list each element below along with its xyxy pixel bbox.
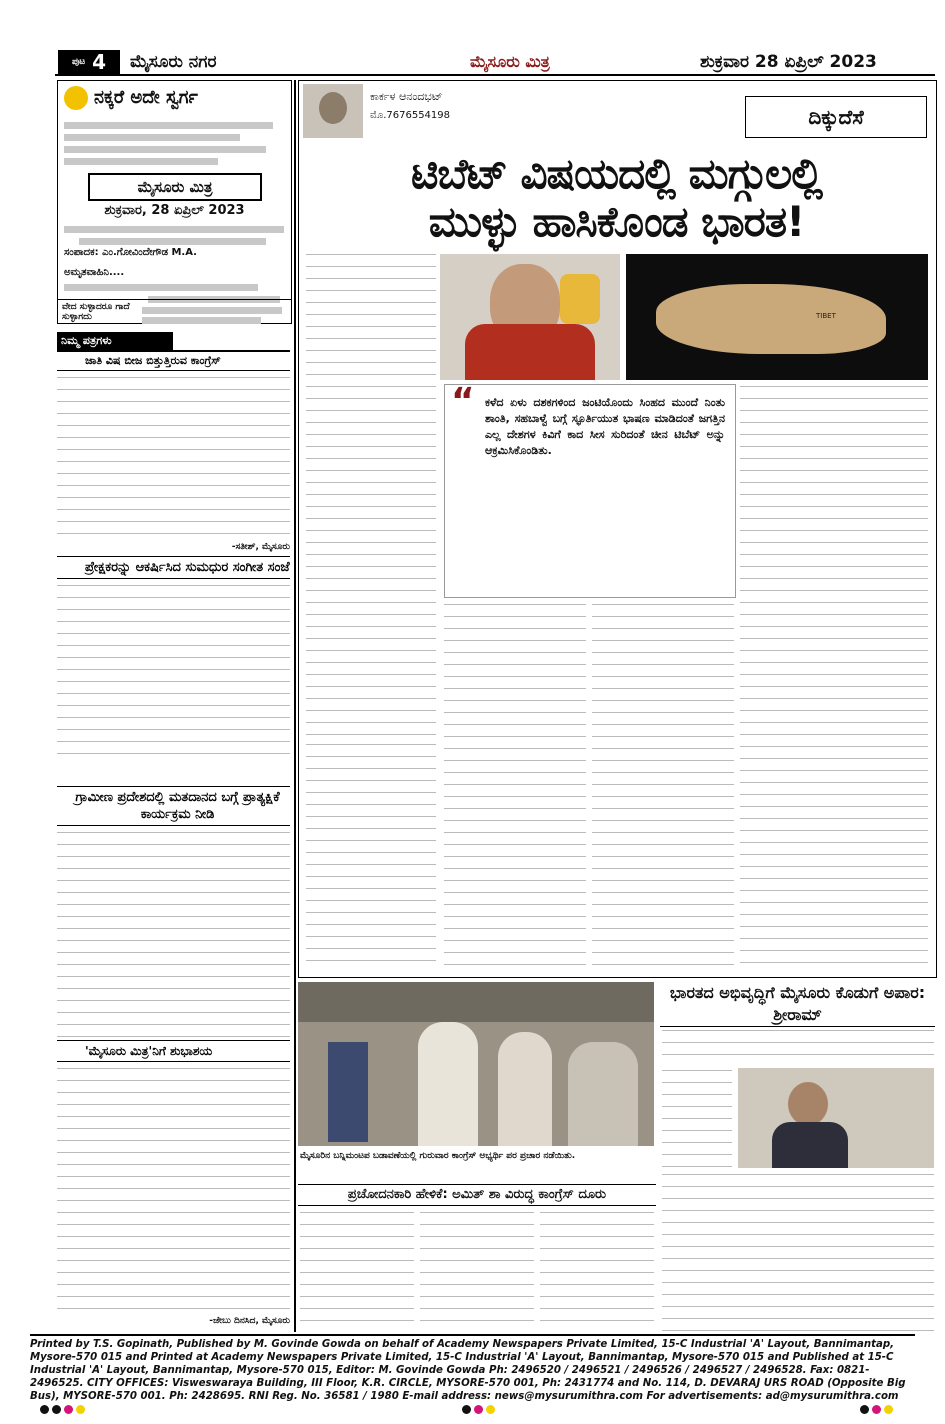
dalai-lama-photo [440, 254, 620, 380]
author-photo [303, 84, 363, 138]
veda-label: ವೇದ ಸುಳ್ಳಾದರೂ ಗಾದೆ ಸುಳ್ಳಾಗದು [62, 302, 130, 322]
feature-col-1b [306, 744, 436, 970]
letters-heading: ನಿಮ್ಮ ಪತ್ರಗಳು [57, 332, 173, 350]
column-name: ದಿಕ್ಕುದೆಸೆ [745, 96, 927, 138]
letter-2-body [57, 585, 290, 765]
letter-2-title: ಪ್ರೇಕ್ಷಕರನ್ನು ಆಕರ್ಷಿಸಿದ ಸುಮಧುರ ಸಂಗೀತ ಸಂಜೆ [57, 556, 290, 579]
feature-col-1 [306, 386, 436, 736]
author-name: ಕಾರ್ಕಳ ಆನಂದಭಟ್ [370, 90, 443, 103]
letter-4-sign: -ಜೇಬು ದಿನಸಿದ, ಮೈಸೂರು [209, 1316, 290, 1326]
nakkare-box [57, 80, 292, 324]
letter-1-title: ಜಾತಿ ವಿಷ ಬೀಜ ಬಿತ್ತುತ್ತಿರುವ ಕಾಂಗ್ರೆಸ್ [57, 352, 290, 371]
pullquote-text: ಕಳೆದ ಏಳು ದಶಕಗಳಿಂದ ಜಂಟಿಯೊಂದು ಸಿಂಹದ ಮುಂದೆ ನಿಂತು ಶಾಂತಿ, ಸಹಬಾಳ್ವೆ ಬಗ್ಗೆ ಸ್ಫೂರ್ತಿಯುತ ಭಾಷಣ ಮಾಡಿದಂತೆ ಜಗತ್ತಿನ ಎಲ್ಲ ದೇಶಗಳ ಕಿವಿಗೆ ಕಾದ ಸೀಸ ಸುರಿದಂತೆ ಚೀನ ಟಿಬೆಟ್ ಅನ್ನು ಆಕ್ರಮಿಸಿಕೊಂಡಿತು. [485, 396, 725, 457]
bottom-col-2 [420, 1212, 534, 1332]
feature-col-4 [740, 386, 928, 970]
bottom-col-3 [540, 1212, 654, 1332]
author-phone: ಮೊ.7676554198 [370, 110, 451, 121]
right-story-body [662, 1174, 934, 1332]
campaign-photo [298, 982, 654, 1146]
section-name: ಮೈಸೂರು ನಗರ [130, 52, 217, 72]
right-story-headline: ಭಾರತದ ಅಭಿವೃದ್ಧಿಗೆ ಮೈಸೂರು ಕೊಡುಗೆ ಅಪಾರ: ಶ್ರೀರಾಮ್ [660, 982, 935, 1027]
letter-4-title: 'ಮೈಸೂರು ಮಿತ್ರ'ನಿಗೆ ಶುಭಾಶಯ [57, 1040, 290, 1062]
paper-logo: ಮೈಸೂರು ಮಿತ್ರ [470, 52, 550, 71]
feature-intro-text [306, 254, 436, 380]
letter-1-sign: -ಸತೀಶ್, ಮೈಸೂರು [231, 542, 290, 552]
letter-3-body [57, 832, 290, 1042]
speaker-photo [738, 1068, 934, 1168]
quote-mark-icon: “ [451, 381, 475, 422]
masthead-date: ಶುಕ್ರವಾರ, 28 ಏಪ್ರಿಲ್ 2023 [104, 203, 245, 218]
photo-caption: ಮೈಸೂರಿನ ಬನ್ನಿಮಂಟಪ ಬಡಾವಣೆಯಲ್ಲಿ ಗುರುವಾರ ಕಾಂಗ್ರೆಸ್ ಅಭ್ಯರ್ಥಿ ಪರ ಪ್ರಚಾರ ನಡೆಯಿತು. [300, 1151, 576, 1161]
issue-date: ಶುಕ್ರವಾರ 28 ಏಪ್ರಿಲ್ 2023 [700, 52, 877, 72]
nakkare-title: ನಕ್ಕರೆ ಅದೇ ಸ್ವರ್ಗ [94, 87, 198, 108]
right-story-intro [662, 1030, 934, 1066]
letter-1-body [57, 377, 290, 542]
tibet-map [626, 254, 928, 380]
editor-line: ಸಂಪಾದಕ: ಎಂ.ಗೋವಿಂದೇಗೌಡ M.A. [64, 247, 197, 258]
quote-label: ಅಮೃತವಾಹಿನಿ.... [64, 267, 125, 278]
pullquote-box [444, 381, 736, 598]
masthead-logo: ಮೈಸೂರು ಮಿತ್ರ [88, 173, 262, 201]
page-label: ಪುಟ [71, 57, 86, 67]
bottom-col-1 [300, 1212, 414, 1332]
page-number-badge [58, 50, 120, 74]
right-story-col-a [662, 1070, 732, 1170]
laughing-face-icon [64, 86, 88, 110]
imprint-footer: Printed by T.S. Gopinath, Published by M. Govinde Gowda on behalf of Academy Newspapers Private Limited, 15-C Industrial 'A' Layout, Bannimantap, Mysore-570 015 and Printed at Academy Newspapers Private Limited, 15-C Industrial 'A' Layout, Bannimantap, Mysore-570 015 and Published at 15-C Industrial 'A' Layout, Bannimantap, Mysore-570 015, Editor: M. Govinde Gowda Ph: 2496520 / 2496521 / 2496526 / 2496527 / 2496528. Fax: 0821-2496525. CITY OFFICES: Visweswaraya Building, III Floor, K.R. CIRCLE, MYSORE-570 001, Ph: 2431774 and No. 114, D. DEVARAJ URS ROAD (Opposite Big Bus), MYSORE-570 001. Ph: 2428695. RNI Reg. No. 36581 / 1980 E-mail address: news@mysurumithra.com For advertisements: ad@mysurumithra.com [30, 1339, 906, 1402]
page-number: 4 [92, 50, 107, 74]
letter-4-body [57, 1068, 290, 1316]
feature-col-2 [444, 604, 586, 970]
feature-headline-1: ಟಿಬೆಟ್ ವಿಷಯದಲ್ಲಿ ಮಗ್ಗುಲಲ್ಲಿ [410, 149, 823, 198]
bottom-story-headline: ಪ್ರಚೋದನಕಾರಿ ಹೇಳಿಕೆ: ಅಮಿತ್ ಶಾ ವಿರುದ್ಧ ಕಾಂಗ್ರೆಸ್ ದೂರು [298, 1184, 656, 1206]
letter-3-title: ಗ್ರಾಮೀಣ ಪ್ರದೇಶದಲ್ಲಿ ಮತದಾನದ ಬಗ್ಗೆ ಪ್ರಾತ್ಯಕ್ಷಿಕೆ ಕಾರ್ಯಕ್ರಮ ನೀಡಿ [57, 786, 290, 826]
feature-col-3 [592, 604, 734, 970]
map-label: TIBET [816, 312, 836, 320]
feature-headline-2: ಮುಳ್ಳು ಹಾಸಿಕೊಂಡ ಭಾರತ! [428, 197, 805, 246]
